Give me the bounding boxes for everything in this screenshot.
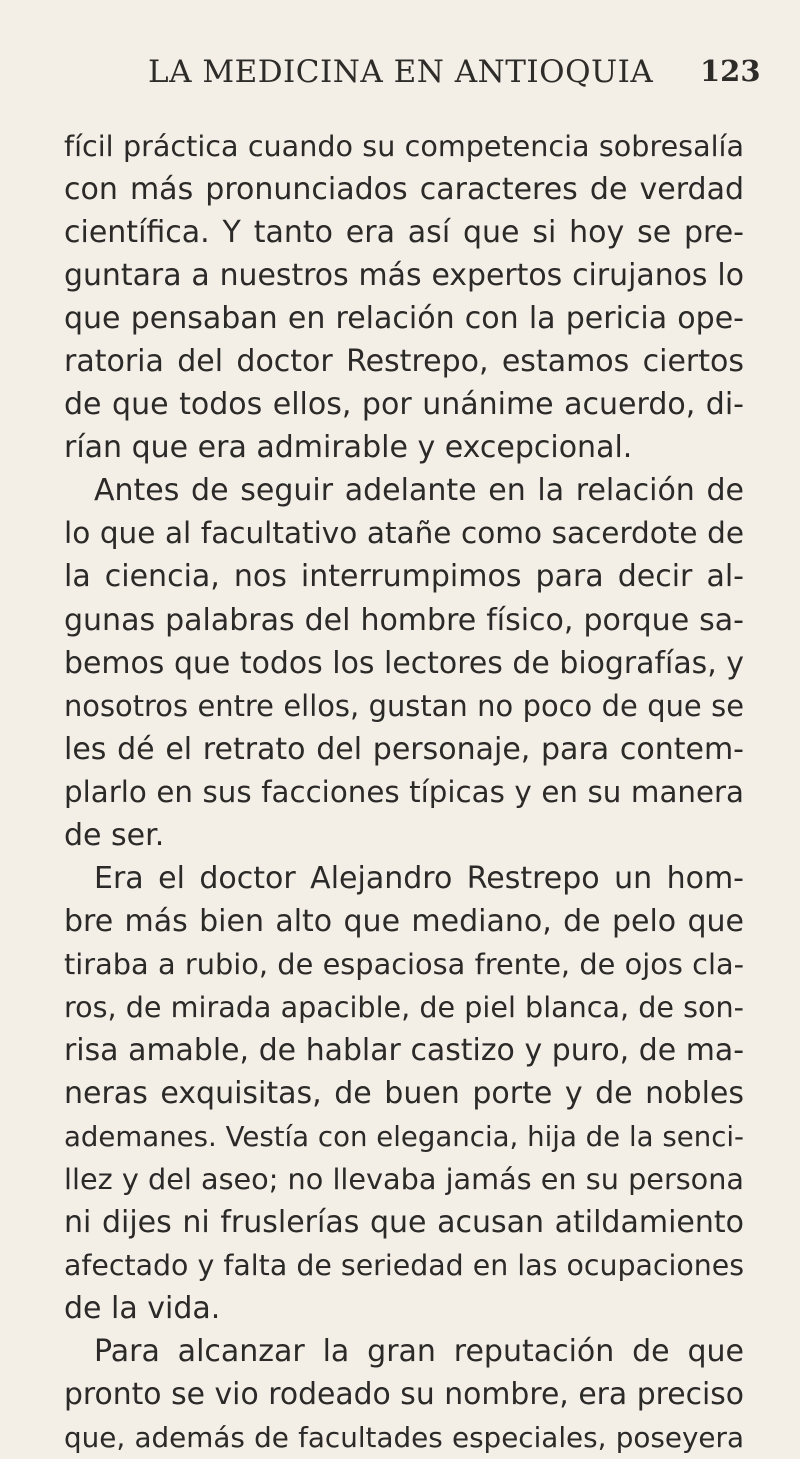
text-line: que pensaban en relación con la pericia ope- xyxy=(64,301,744,337)
text-line: científica. Y tanto era así que si hoy se pre- xyxy=(64,215,744,251)
running-title: LA MEDICINA EN ANTIOQUIA xyxy=(148,54,654,90)
text-line: gunas palabras del hombre físico, porque sa- xyxy=(64,602,744,638)
text-line: bre más bien alto que mediano, de pelo que xyxy=(64,903,744,939)
text-line: de que todos ellos, por unánime acuerdo, di- xyxy=(64,387,744,423)
text-line: con más pronunciados caracteres de verdad xyxy=(64,172,744,208)
text-line: fícil práctica cuando su competencia sobresalía xyxy=(64,129,744,163)
text-line: tiraba a rubio, de espaciosa frente, de ojos cla- xyxy=(64,946,744,981)
text-line: plarlo en sus facciones típicas y en su manera xyxy=(64,774,744,809)
text-line: la ciencia, nos interrumpimos para decir al- xyxy=(64,559,744,595)
text-line: ros, de mirada apacible, de piel blanca, de son- xyxy=(64,989,744,1024)
text-line: neras exquisitas, de buen porte y de nobles xyxy=(64,1076,744,1112)
page-number: 123 xyxy=(700,54,761,88)
text-line: Antes de seguir adelante en la relación de xyxy=(94,473,744,509)
text-line: ni dijes ni fruslerías que acusan atildamiento xyxy=(64,1205,744,1241)
text-line: de la vida. xyxy=(64,1291,221,1327)
text-line: ademanes. Vestía con elegancia, hija de la senci- xyxy=(64,1120,744,1154)
text-line: afectado y falta de seriedad en las ocupaciones xyxy=(64,1249,744,1283)
text-line: bemos que todos los lectores de biografías, y xyxy=(64,645,744,681)
text-line: de ser. xyxy=(64,817,165,853)
text-line: Era el doctor Alejandro Restrepo un hom- xyxy=(94,860,744,896)
text-line: risa amable, de hablar castizo y puro, de ma- xyxy=(64,1032,744,1068)
body-text xyxy=(64,125,744,1459)
text-line: que, además de facultades especiales, poseyera xyxy=(64,1421,744,1455)
text-line: guntara a nuestros más expertos cirujanos lo xyxy=(64,258,744,294)
text-line: rían que era admirable y excepcional. xyxy=(64,430,633,466)
text-line: pronto se vio rodeado su nombre, era preciso xyxy=(64,1377,744,1413)
text-line: ratoria del doctor Restrepo, estamos ciertos xyxy=(64,344,744,380)
running-head xyxy=(0,44,800,94)
text-line: Para alcanzar la gran reputación de que xyxy=(94,1334,744,1370)
text-line: llez y del aseo; no llevaba jamás en su persona xyxy=(64,1162,744,1197)
text-line: les dé el retrato del personaje, para contem- xyxy=(64,731,744,767)
text-line: nosotros entre ellos, gustan no poco de que se xyxy=(64,688,744,723)
text-line: lo que al facultativo atañe como sacerdote de xyxy=(64,516,744,551)
